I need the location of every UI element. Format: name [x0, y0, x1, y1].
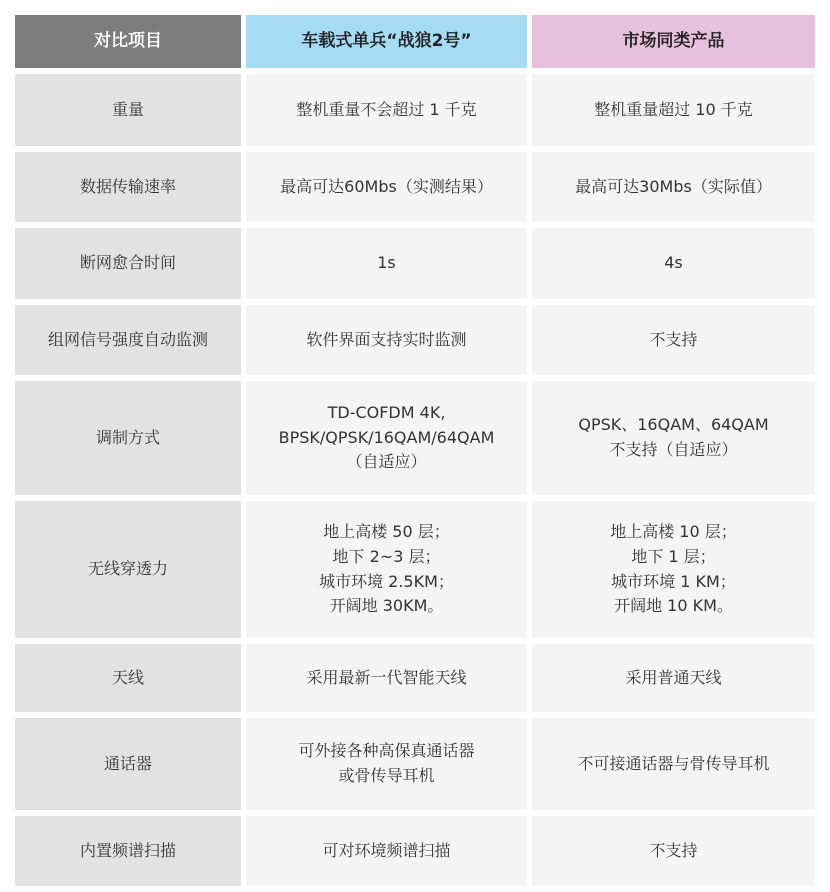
product-line: BPSK/QPSK/16QAM/64QAM	[278, 427, 495, 447]
feature-cell: 组网信号强度自动监测	[15, 305, 241, 375]
product-cell	[246, 644, 527, 712]
table-row	[15, 381, 815, 495]
product-line: 开阔地 30KM。	[329, 596, 444, 616]
table-row	[15, 501, 815, 638]
product-line: （自适应）	[346, 452, 427, 472]
product-cell	[246, 305, 527, 375]
table-row	[15, 718, 815, 810]
market-line: QPSK、16QAM、64QAM	[578, 415, 769, 435]
market-cell	[532, 152, 815, 222]
product-cell	[246, 228, 527, 299]
feature-cell: 天线	[15, 644, 241, 712]
product-cell	[246, 152, 527, 222]
table-row	[15, 644, 815, 712]
market-cell	[532, 816, 815, 886]
market-line: 城市环境 1 KM；	[611, 571, 736, 591]
market-line: 开阔地 10 KM。	[614, 596, 733, 616]
product-line: 可外接各种高保真通话器	[298, 741, 475, 761]
table-header-row	[15, 15, 815, 68]
table-row	[15, 228, 815, 299]
product-line: 地下 2~3 层；	[332, 546, 441, 566]
market-line: 最高可达30Mbs（实际值）	[575, 176, 772, 196]
market-cell	[532, 718, 815, 810]
comparison-table	[15, 15, 815, 886]
header-feature: 对比项目	[15, 15, 241, 68]
product-line: 软件界面支持实时监测	[306, 329, 467, 349]
market-cell	[532, 644, 815, 712]
table-row	[15, 305, 815, 375]
product-line: 最高可达60Mbs（实测结果）	[280, 176, 493, 196]
market-cell	[532, 228, 815, 299]
product-cell	[246, 381, 527, 495]
market-line: 不可接通话器与骨传导耳机	[577, 753, 770, 773]
feature-cell: 通话器	[15, 718, 241, 810]
feature-cell: 断网愈合时间	[15, 228, 241, 299]
product-cell	[246, 816, 527, 886]
feature-cell: 无线穿透力	[15, 501, 241, 638]
market-line: 地下 1 层；	[631, 546, 716, 566]
market-cell	[532, 381, 815, 495]
header-product: 车载式单兵“战狼2号”	[246, 15, 527, 68]
table-row	[15, 74, 815, 146]
header-market: 市场同类产品	[532, 15, 815, 68]
product-line: 城市环境 2.5KM；	[319, 571, 454, 591]
table-row	[15, 152, 815, 222]
feature-cell: 调制方式	[15, 381, 241, 495]
market-line: 整机重量超过 10 千克	[594, 99, 753, 119]
product-cell	[246, 718, 527, 810]
product-line: 1s	[377, 253, 396, 273]
table-row	[15, 816, 815, 886]
market-line: 4s	[664, 253, 683, 273]
market-line: 地上高楼 10 层；	[610, 521, 737, 541]
product-line: 可对环境频谱扫描	[322, 840, 451, 860]
market-cell	[532, 501, 815, 638]
market-line: 不支持	[649, 840, 698, 860]
market-cell	[532, 305, 815, 375]
feature-cell: 内置频谱扫描	[15, 816, 241, 886]
market-line: 不支持	[649, 329, 698, 349]
market-cell	[532, 74, 815, 146]
product-line: 整机重量不会超过 1 千克	[296, 99, 477, 119]
feature-cell: 数据传输速率	[15, 152, 241, 222]
product-cell	[246, 74, 527, 146]
feature-cell: 重量	[15, 74, 241, 146]
market-line: 采用普通天线	[625, 667, 722, 687]
market-line: 不支持（自适应）	[609, 440, 738, 459]
product-line: 或骨传导耳机	[338, 766, 435, 785]
product-cell	[246, 501, 527, 638]
product-line: 采用最新一代智能天线	[306, 667, 467, 687]
product-line: 地上高楼 50 层；	[323, 521, 450, 541]
product-line: TD-COFDM 4K,	[327, 402, 446, 422]
